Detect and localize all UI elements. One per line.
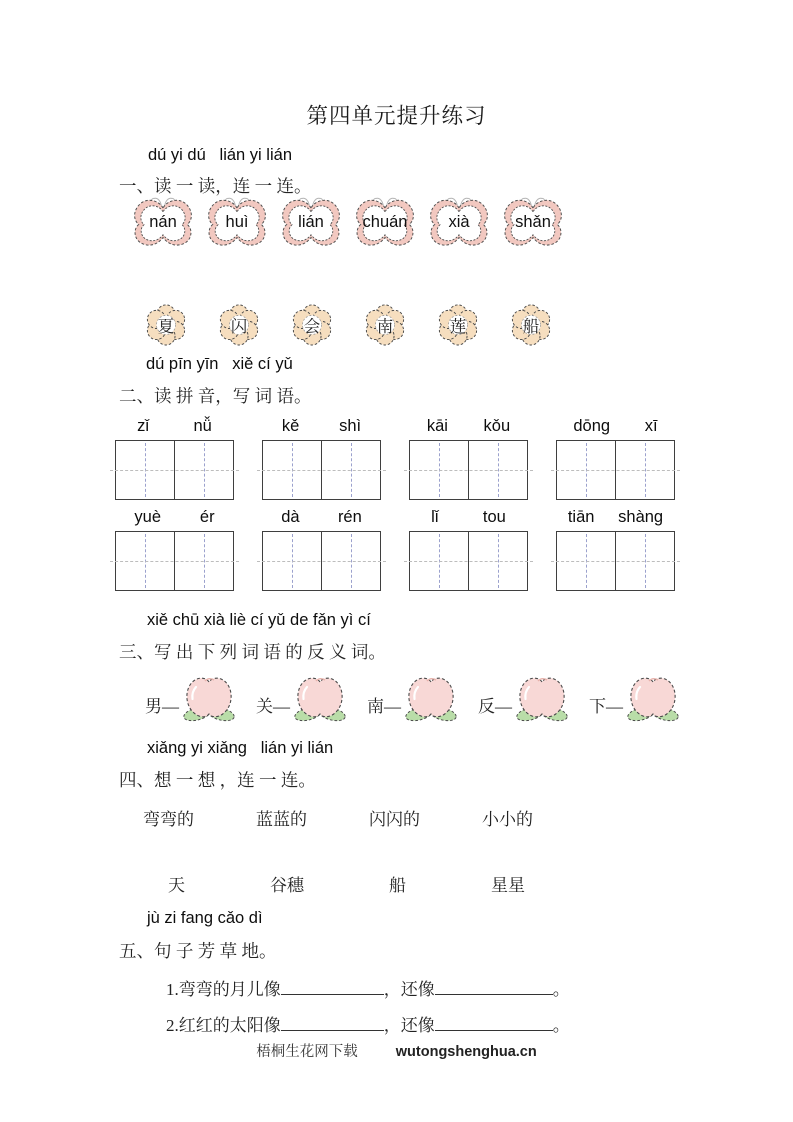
writing-cell xyxy=(321,532,380,590)
sentence-number: 1. xyxy=(166,980,179,999)
peach-icon xyxy=(181,672,237,724)
antonym-word: 男— xyxy=(145,697,179,716)
sentence-end: 。 xyxy=(552,1016,570,1035)
page-footer xyxy=(0,1040,793,1061)
sentence-lead: 弯弯的月儿像 xyxy=(178,980,281,999)
pinyin-pair xyxy=(262,508,381,528)
match-word-adjective: 闪闪的 xyxy=(369,810,420,829)
butterfly-pinyin: chuán xyxy=(362,213,408,232)
writing-grid xyxy=(262,440,381,500)
flower-char: 会 xyxy=(303,316,321,336)
butterfly-pinyin: nán xyxy=(149,213,177,232)
writing-cell xyxy=(263,441,321,499)
syllable: ér xyxy=(199,508,215,526)
writing-cell xyxy=(174,441,233,499)
writing-cell xyxy=(557,441,615,499)
writing-cell xyxy=(263,532,321,590)
answer-blank xyxy=(281,1030,384,1031)
flower-card xyxy=(291,302,333,346)
writing-grid xyxy=(556,531,675,591)
antonym-item xyxy=(478,672,570,724)
syllable: kě xyxy=(281,417,300,435)
flower-char: 南 xyxy=(376,316,394,336)
flower-char: 船 xyxy=(522,316,540,336)
peach-icon xyxy=(514,672,570,724)
section4-heading: 四、想 一 想 ，连 一 连。 xyxy=(119,770,316,790)
writing-grid-row-1 xyxy=(115,417,675,500)
butterfly-card xyxy=(500,192,566,250)
syllable: shàng xyxy=(618,508,664,526)
syllable: shì xyxy=(339,417,362,435)
sentence-lead: 红红的太阳像 xyxy=(178,1016,281,1035)
antonym-row xyxy=(145,672,681,724)
writing-grid-row-2 xyxy=(115,508,675,591)
butterfly-card xyxy=(130,192,196,250)
writing-grid xyxy=(409,531,528,591)
syllable: tiān xyxy=(567,508,595,526)
section5-pinyin: jù zi fang cǎo dì xyxy=(147,909,263,927)
writing-grid xyxy=(262,531,381,591)
flower-row xyxy=(145,302,552,346)
match-word-noun: 船 xyxy=(389,876,406,895)
match-word-noun: 天 xyxy=(168,876,185,895)
sentence-number: 2. xyxy=(166,1016,179,1035)
antonym-word: 南— xyxy=(367,697,401,716)
peach-icon xyxy=(292,672,348,724)
match-word-adjective: 小小的 xyxy=(482,810,533,829)
antonym-item xyxy=(256,672,348,724)
writing-grid xyxy=(115,531,234,591)
syllable: zǐ xyxy=(137,417,150,435)
flower-card xyxy=(218,302,260,346)
section5-heading: 五、句 子 芳 草 地。 xyxy=(119,941,277,961)
answer-blank xyxy=(281,994,384,995)
antonym-word: 反— xyxy=(478,697,512,716)
pinyin-pair xyxy=(409,417,528,437)
writing-cell xyxy=(321,441,380,499)
butterfly-pinyin: xià xyxy=(448,213,470,232)
writing-cell xyxy=(557,532,615,590)
flower-card xyxy=(145,302,187,346)
writing-cell xyxy=(410,441,468,499)
section1-pinyin: dú yi dú lián yi lián xyxy=(148,146,292,164)
sentence-mid: ，还像 xyxy=(383,1016,435,1035)
antonym-item xyxy=(367,672,459,724)
sentence-row xyxy=(166,975,570,1000)
syllable: nǚ xyxy=(193,417,212,435)
match-word-adjective: 弯弯的 xyxy=(143,810,194,829)
pinyin-pair xyxy=(115,417,234,437)
match-word-noun: 星星 xyxy=(491,876,525,895)
writing-cell xyxy=(615,441,674,499)
writing-cell xyxy=(468,532,527,590)
noun-row xyxy=(168,871,525,896)
syllable: kǒu xyxy=(483,417,511,435)
writing-group xyxy=(556,417,675,500)
writing-cell xyxy=(468,441,527,499)
writing-cell xyxy=(116,441,174,499)
flower-card xyxy=(364,302,406,346)
syllable: dōng xyxy=(573,417,611,435)
antonym-item xyxy=(145,672,237,724)
writing-grid xyxy=(556,440,675,500)
syllable: tou xyxy=(482,508,506,526)
writing-cell xyxy=(116,532,174,590)
butterfly-pinyin: lián xyxy=(298,213,324,232)
antonym-item xyxy=(589,672,681,724)
syllable: xī xyxy=(644,417,658,435)
writing-group xyxy=(556,508,675,591)
syllable: kāi xyxy=(426,417,448,435)
butterfly-pinyin: shǎn xyxy=(515,213,551,232)
section1-heading: 一、读 一 读，连 一 连。 xyxy=(119,176,312,196)
answer-blank xyxy=(435,994,553,995)
section4-pinyin: xiǎng yi xiǎng lián yi lián xyxy=(147,739,334,757)
page-title: 第四单元提升练习 xyxy=(306,104,487,128)
match-word-adjective: 蓝蓝的 xyxy=(256,810,307,829)
writing-group xyxy=(262,508,381,591)
flower-char: 莲 xyxy=(449,316,467,336)
flower-card xyxy=(437,302,479,346)
writing-group xyxy=(262,417,381,500)
sentence-mid: ，还像 xyxy=(383,980,435,999)
section3-pinyin: xiě chū xià liè cí yǔ de fǎn yì cí xyxy=(147,611,371,629)
writing-cell xyxy=(174,532,233,590)
syllable: yuè xyxy=(134,508,162,526)
antonym-word: 下— xyxy=(589,697,623,716)
butterfly-card xyxy=(426,192,492,250)
writing-grid xyxy=(115,440,234,500)
syllable: dà xyxy=(281,508,300,526)
writing-cell xyxy=(615,532,674,590)
writing-group xyxy=(115,417,234,500)
pinyin-pair xyxy=(409,508,528,528)
syllable: lǐ xyxy=(431,508,439,526)
butterfly-card xyxy=(278,192,344,250)
pinyin-pair xyxy=(115,508,234,528)
antonym-word: 关— xyxy=(256,697,290,716)
match-word-noun: 谷穗 xyxy=(270,876,304,895)
writing-group xyxy=(409,417,528,500)
sentence-row xyxy=(166,1011,570,1036)
writing-group xyxy=(409,508,528,591)
writing-cell xyxy=(410,532,468,590)
footer-site-url: wutongshenghua.cn xyxy=(395,1044,537,1060)
flower-char: 夏 xyxy=(157,316,175,336)
sentence-end: 。 xyxy=(552,980,570,999)
pinyin-pair xyxy=(556,417,675,437)
writing-group xyxy=(115,508,234,591)
butterfly-pinyin: huì xyxy=(225,213,249,232)
flower-char: 闪 xyxy=(230,316,248,336)
flower-card xyxy=(510,302,552,346)
butterfly-row xyxy=(130,192,566,250)
peach-icon xyxy=(403,672,459,724)
peach-icon xyxy=(625,672,681,724)
pinyin-pair xyxy=(556,508,675,528)
section3-heading: 三、写 出 下 列 词 语 的 反 义 词。 xyxy=(119,642,386,662)
syllable: rén xyxy=(337,508,362,526)
writing-grid xyxy=(409,440,528,500)
section2-pinyin: dú pīn yīn xiě cí yǔ xyxy=(146,355,293,373)
pinyin-pair xyxy=(262,417,381,437)
footer-source: 梧桐生花网下载 xyxy=(256,1044,358,1060)
section2-heading: 二、读 拼 音，写 词 语。 xyxy=(119,386,312,406)
adjective-row xyxy=(143,805,533,830)
answer-blank xyxy=(435,1030,553,1031)
butterfly-card xyxy=(204,192,270,250)
butterfly-card xyxy=(352,192,418,250)
